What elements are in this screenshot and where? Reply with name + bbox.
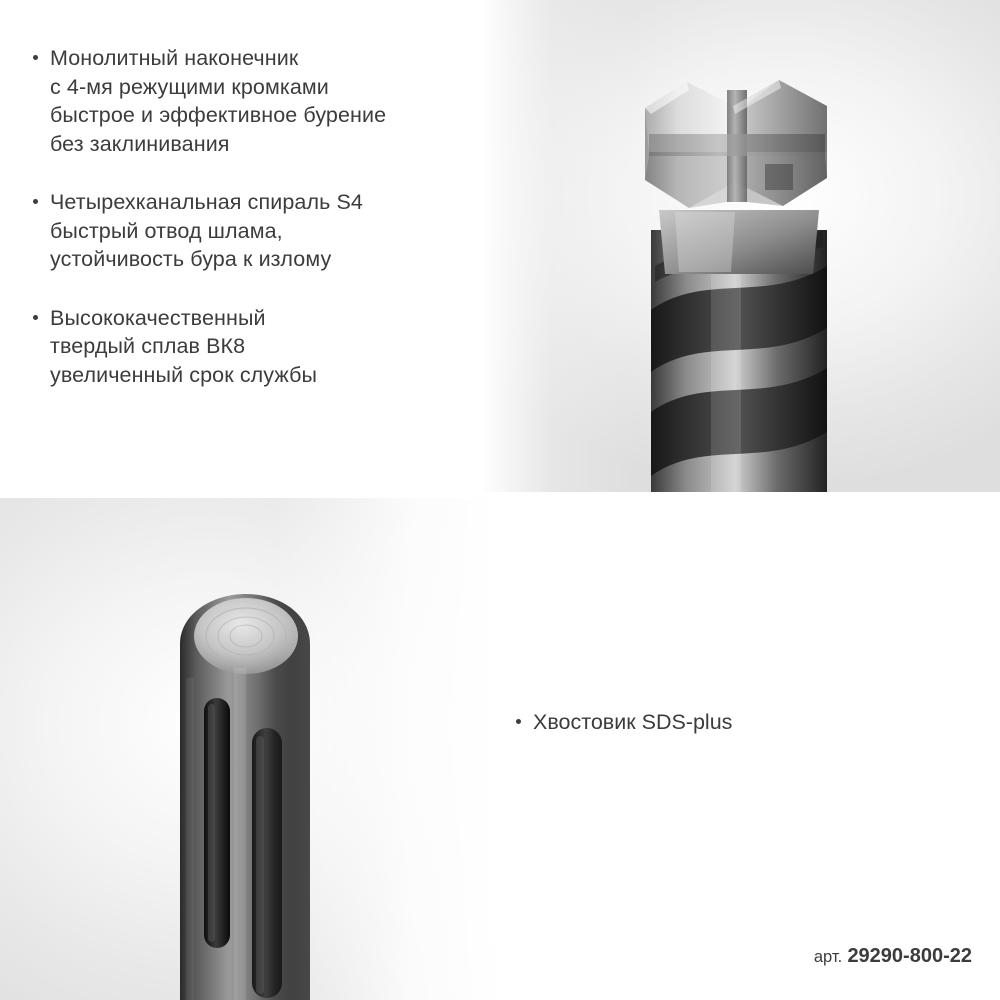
bullet-dot-icon (33, 55, 38, 60)
article-number (814, 945, 972, 968)
feature-1-line-1: Монолитный наконечник (50, 46, 299, 70)
bullet-dot-icon (33, 199, 38, 204)
shank-feature-item (515, 708, 732, 736)
feature-item-2 (30, 188, 480, 274)
feature-2-line-1: Четырехканальная спираль S4 (50, 190, 363, 214)
article-value: 29290-800-22 (847, 945, 972, 967)
feature-3-line-1: Высококачественный (50, 305, 266, 330)
bottom-panel (0, 498, 1000, 1000)
feature-2-line-2: быстрый отвод шлама, (50, 218, 283, 243)
bullet-dot-icon (516, 719, 521, 724)
feature-1-line-2: с 4-мя режущими кромками (50, 74, 329, 99)
feature-3-line-2: твердый сплав ВК8 (50, 334, 246, 358)
feature-3-line-3: увеличенный срок службы (50, 362, 318, 387)
feature-1-line-4: без заклинивания (50, 131, 230, 156)
bottom-photo-fade (0, 498, 500, 1000)
bullet-dot-icon (33, 315, 38, 320)
shank-feature-label: Хвостовик SDS-plus (533, 710, 733, 734)
feature-item-3 (30, 304, 480, 390)
article-label: арт. (813, 948, 843, 966)
top-panel (0, 0, 1000, 492)
feature-item-1 (30, 44, 480, 158)
feature-1-line-3: быстрое и эффективное бурение (50, 103, 387, 127)
top-photo-fade (480, 0, 1000, 492)
feature-list (30, 44, 480, 389)
feature-2-line-3: устойчивость бура к излому (50, 247, 332, 271)
